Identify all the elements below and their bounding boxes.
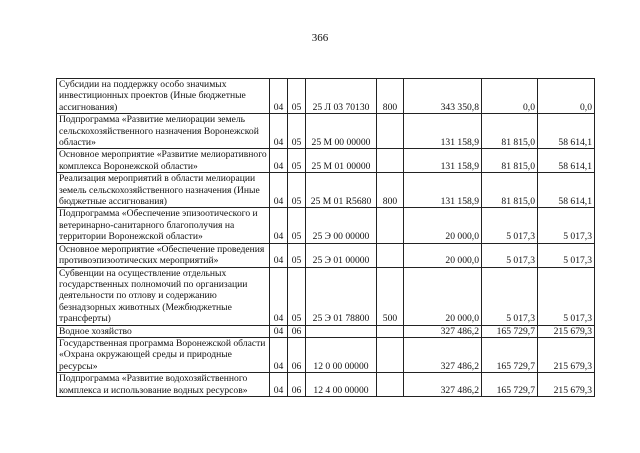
row-amount-1: 20 000,0 [404, 243, 482, 267]
table-row [57, 79, 595, 114]
row-section-code: 04 [270, 79, 288, 114]
row-name: Подпрограмма «Развитие мелиорации земель сельскохозяйственного назначения Воронежской области» [57, 114, 270, 149]
row-target-article: 25 Л 03 70130 [306, 79, 377, 114]
budget-table [56, 78, 595, 397]
row-amount-1: 327 486,2 [404, 325, 482, 337]
row-target-article: 25 М 01 R5680 [306, 173, 377, 208]
row-name: Подпрограмма «Обеспечение эпизоотического и ветеринарно-санитарного благополучия на территории Воронежской области» [57, 208, 270, 243]
row-name: Основное мероприятие «Развитие мелиоративного комплекса Воронежской области» [57, 149, 270, 173]
row-amount-1: 327 486,2 [404, 373, 482, 397]
table-row [57, 325, 595, 337]
row-section-code: 04 [270, 114, 288, 149]
row-expense-type [377, 325, 404, 337]
row-amount-2: 5 017,3 [482, 243, 538, 267]
row-name: Водное хозяйство [57, 325, 270, 337]
table-row [57, 337, 595, 372]
row-target-article: 25 Э 01 78800 [306, 267, 377, 325]
row-amount-3: 58 614,1 [538, 173, 595, 208]
row-expense-type: 800 [377, 173, 404, 208]
row-amount-3: 5 017,3 [538, 208, 595, 243]
row-target-article: 25 М 01 00000 [306, 149, 377, 173]
row-amount-3: 5 017,3 [538, 267, 595, 325]
table-row [57, 267, 595, 325]
row-target-article: 12 4 00 00000 [306, 373, 377, 397]
row-amount-2: 5 017,3 [482, 208, 538, 243]
row-subsection-code: 06 [288, 337, 306, 372]
row-amount-1: 131 158,9 [404, 173, 482, 208]
page-number: 366 [311, 32, 329, 44]
row-expense-type [377, 243, 404, 267]
row-subsection-code: 05 [288, 267, 306, 325]
row-subsection-code: 05 [288, 243, 306, 267]
row-section-code: 04 [270, 267, 288, 325]
row-name: Субвенции на осуществление отдельных государственных полномочий по организации деятельности по отлову и содержанию безнадзорных животных (Межбюджетные трансферты) [57, 267, 270, 325]
row-amount-2: 81 815,0 [482, 149, 538, 173]
row-amount-1: 327 486,2 [404, 337, 482, 372]
row-expense-type: 500 [377, 267, 404, 325]
row-section-code: 04 [270, 243, 288, 267]
row-amount-1: 131 158,9 [404, 149, 482, 173]
row-amount-3: 5 017,3 [538, 243, 595, 267]
row-section-code: 04 [270, 373, 288, 397]
row-subsection-code: 05 [288, 114, 306, 149]
row-amount-3: 58 614,1 [538, 114, 595, 149]
row-amount-2: 81 815,0 [482, 173, 538, 208]
row-amount-3: 215 679,3 [538, 373, 595, 397]
row-target-article: 25 Э 01 00000 [306, 243, 377, 267]
row-section-code: 04 [270, 337, 288, 372]
row-amount-3: 58 614,1 [538, 149, 595, 173]
row-amount-3: 0,0 [538, 79, 595, 114]
row-amount-1: 20 000,0 [404, 267, 482, 325]
row-subsection-code: 05 [288, 79, 306, 114]
table-row [57, 149, 595, 173]
row-subsection-code: 06 [288, 325, 306, 337]
row-target-article: 25 М 00 00000 [306, 114, 377, 149]
row-subsection-code: 05 [288, 208, 306, 243]
row-expense-type [377, 373, 404, 397]
row-amount-2: 5 017,3 [482, 267, 538, 325]
row-section-code: 04 [270, 149, 288, 173]
row-expense-type: 800 [377, 79, 404, 114]
row-subsection-code: 06 [288, 373, 306, 397]
row-name: Основное мероприятие «Обеспечение проведения противоэпизоотических мероприятий» [57, 243, 270, 267]
row-amount-1: 20 000,0 [404, 208, 482, 243]
row-name: Подпрограмма «Развитие водохозяйственного комплекса и использование водных ресурсов» [57, 373, 270, 397]
row-subsection-code: 05 [288, 173, 306, 208]
row-expense-type [377, 149, 404, 173]
row-expense-type [377, 114, 404, 149]
row-section-code: 04 [270, 208, 288, 243]
row-amount-2: 0,0 [482, 79, 538, 114]
table-row [57, 114, 595, 149]
row-target-article: 12 0 00 00000 [306, 337, 377, 372]
row-target-article [306, 325, 377, 337]
row-expense-type [377, 208, 404, 243]
table-row [57, 373, 595, 397]
row-subsection-code: 05 [288, 149, 306, 173]
row-name: Государственная программа Воронежской области «Охрана окружающей среды и природные ресурсы» [57, 337, 270, 372]
row-amount-3: 215 679,3 [538, 325, 595, 337]
row-amount-2: 165 729,7 [482, 373, 538, 397]
table-row [57, 208, 595, 243]
row-expense-type [377, 337, 404, 372]
row-amount-1: 343 350,8 [404, 79, 482, 114]
row-section-code: 04 [270, 325, 288, 337]
table-row [57, 243, 595, 267]
row-amount-3: 215 679,3 [538, 337, 595, 372]
row-name: Реализация мероприятий в области мелиорации земель сельскохозяйственного назначения (Иные бюджетные ассигнования) [57, 173, 270, 208]
row-amount-2: 165 729,7 [482, 325, 538, 337]
row-amount-1: 131 158,9 [404, 114, 482, 149]
row-section-code: 04 [270, 173, 288, 208]
budget-table-body [57, 79, 595, 397]
row-amount-2: 81 815,0 [482, 114, 538, 149]
row-name: Субсидии на поддержку особо значимых инвестиционных проектов (Иные бюджетные ассигнования) [57, 79, 270, 114]
row-amount-2: 165 729,7 [482, 337, 538, 372]
table-row [57, 173, 595, 208]
row-target-article: 25 Э 00 00000 [306, 208, 377, 243]
